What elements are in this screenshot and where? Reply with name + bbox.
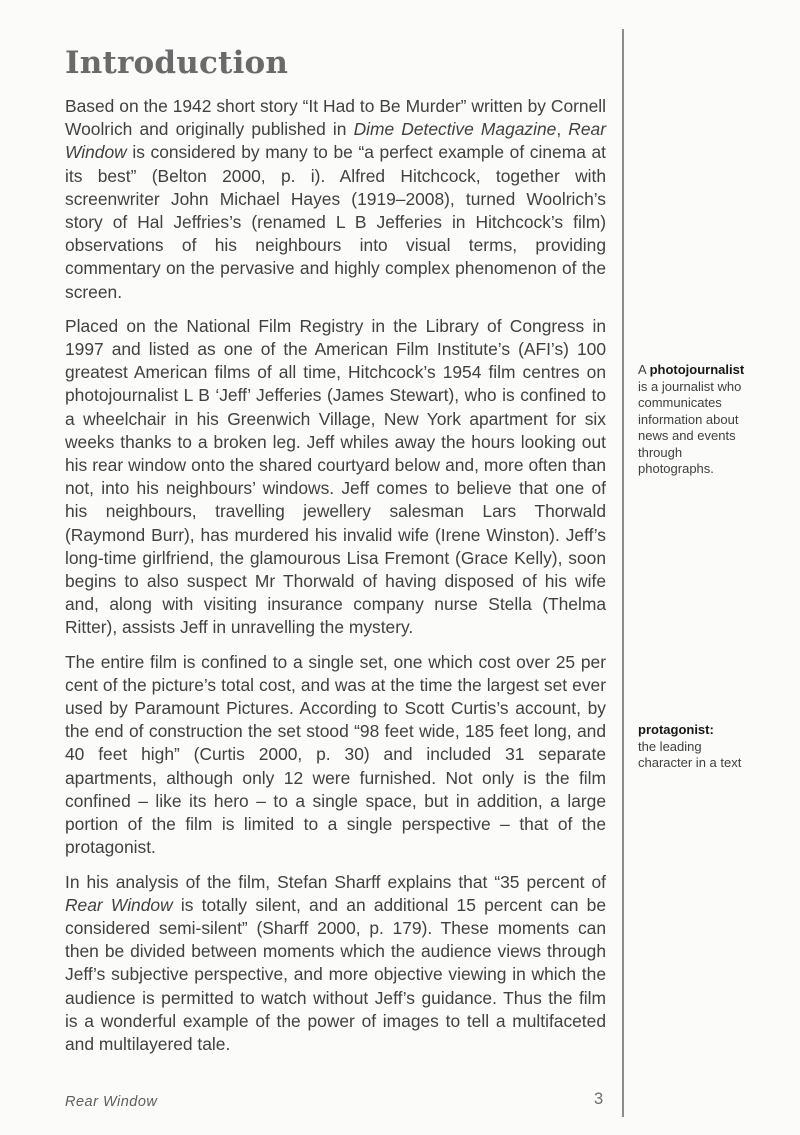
margin-note-definition: is a journalist who communicates information about news and events through photographs. bbox=[638, 378, 742, 476]
footer-book-title: Rear Window bbox=[65, 1094, 158, 1110]
margin-divider-rule bbox=[622, 29, 624, 1117]
margin-note-definition: the leading character in a text bbox=[638, 738, 742, 770]
margin-note-term: photojournalist bbox=[649, 362, 745, 377]
margin-note-protagonist bbox=[638, 722, 756, 772]
margin-note-photojournalist bbox=[638, 362, 756, 478]
paragraph-single-set: The entire film is confined to a single set, one which cost over 25 per cent of the picture’s total cost, and was at the time the largest set ever used by Paramount Pictures. According to Scott Curtis’s account, by the end of construction the set stood “98 feet wide, 185 feet long, and 40 feet high” (Curtis 2000, p. 30) and included 31 separate apartments, although only 12 were furnished. Not only is the film confined – like its hero – to a single space, but in addition, a large portion of the film is limited to a single perspective – that of the protagonist. bbox=[65, 651, 606, 858]
main-text-column bbox=[65, 44, 606, 1067]
paragraph-intro-story-origin: Based on the 1942 short story “It Had to Be Murder” written by Cornell Woolrich and originally published in Dime Detective Magazine, Rear Window is considered by many to be “a perfect example of cinema at its best” (Belton 2000, p. i). Alfred Hitchcock, together with screenwriter John Michael Hayes (1919–2008), turned Woolrich’s story of Hal Jeffries’s (renamed L B Jefferies in Hitchcock’s film) observations of his neighbours into visual terms, providing commentary on the pervasive and highly complex phenomenon of the screen. bbox=[65, 96, 606, 302]
margin-note-term: protagonist: bbox=[638, 722, 714, 737]
paragraph-sharff-analysis: In his analysis of the film, Stefan Sharff explains that “35 percent of Rear Window is totally silent, and an additional 15 percent can be considered semi-silent” (Sharff 2000, p. 179). These moments can then be divided between moments which the audience views through Jeff’s subjective perspective, and more objective viewing in which the audience is permitted to watch without Jeff’s guidance. Thus the film is a wonderful example of the power of images to tell a multifaceted and multilayered tale. bbox=[65, 871, 606, 1054]
margin-note-lead-text: A bbox=[638, 362, 650, 377]
footer-page-number: 3 bbox=[594, 1090, 604, 1108]
paragraph-film-registry-plot: Placed on the National Film Registry in the Library of Congress in 1997 and listed as one of the American Film Institute’s (AFI’s) 100 greatest American films of all time, Hitchcock’s 1954 film centres on photojournalist L B ‘Jeff’ Jefferies (James Stewart), who is confined to a wheelchair in his Greenwich Village, New York apartment for six weeks thanks to a broken leg. Jeff whiles away the hours looking out his rear window onto the shared courtyard below and, more often than not, into his neighbours’ windows. Jeff comes to believe that one of his neighbours, travelling jewellery salesman Lars Thorwald (Raymond Burr), has murdered his invalid wife (Irene Winston). Jeff’s long-time girlfriend, the glamourous Lisa Fremont (Grace Kelly), soon begins to also suspect Mr Thorwald of having disposed of his wife and, along with visiting insurance company nurse Stella (Thelma Ritter), assists Jeff in unravelling the mystery. bbox=[65, 315, 606, 638]
page-title: Introduction bbox=[65, 45, 289, 81]
